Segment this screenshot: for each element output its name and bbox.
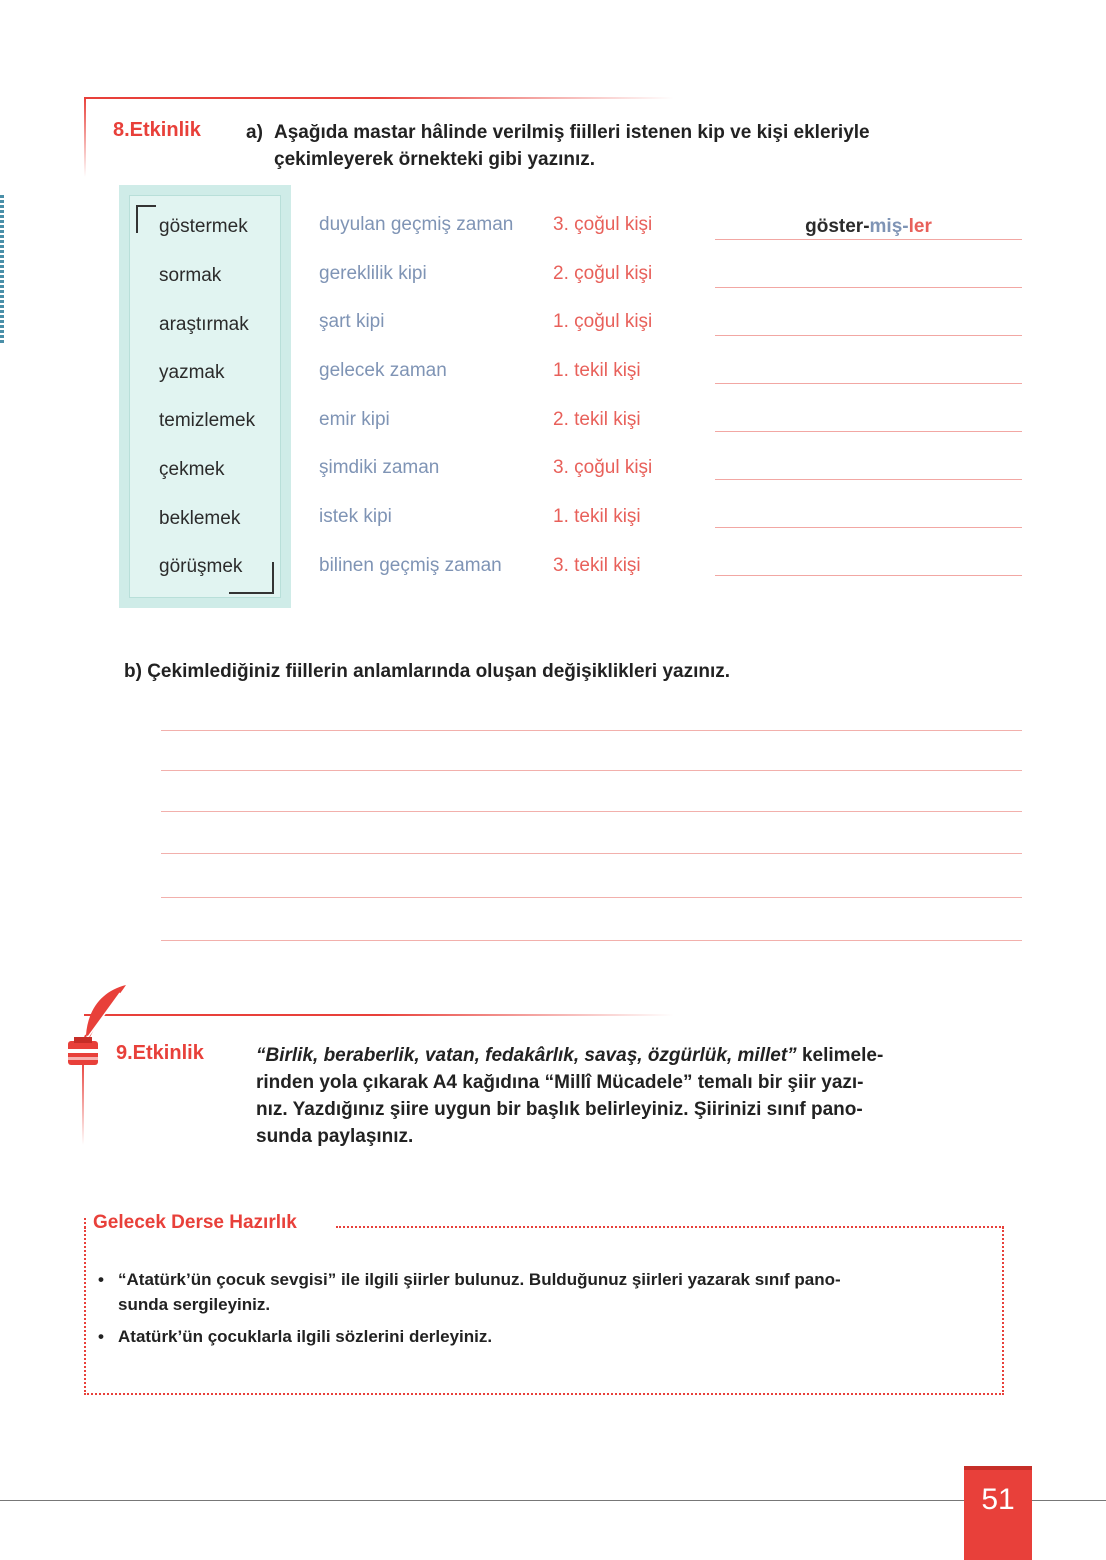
tense-item: emir kipi xyxy=(319,409,390,430)
answer-line[interactable] xyxy=(715,575,1022,576)
writing-line[interactable] xyxy=(161,770,1022,771)
person-item: 3. tekil kişi xyxy=(553,555,641,576)
bullet-icon: • xyxy=(98,1270,104,1289)
activity8-side-rule xyxy=(84,97,86,177)
answer-line[interactable] xyxy=(715,431,1022,432)
writing-line[interactable] xyxy=(161,853,1022,854)
verb-item: görüşmek xyxy=(159,556,243,577)
activity9-line2: rinden yola çıkarak A4 kağıdına “Millî Mücadele” temalı bir şiir yazı- xyxy=(256,1072,864,1093)
activity9-title: 9.Etkinlik xyxy=(116,1042,204,1064)
person-item: 1. çoğul kişi xyxy=(553,311,653,332)
verb-item: araştırmak xyxy=(159,314,249,335)
activity8-instruction-line1: Aşağıda mastar hâlinde verilmiş fiilleri istenen kip ve kişi ekleriyle xyxy=(274,122,870,143)
prep-box-top-left-edge xyxy=(84,1218,88,1228)
answer-line[interactable] xyxy=(715,239,1022,240)
verb-item: temizlemek xyxy=(159,410,256,431)
activity8-instruction-line2: çekimleyerek örnekteki gibi yazınız. xyxy=(274,149,596,170)
activity9-side-rule xyxy=(82,1060,84,1145)
writing-line[interactable] xyxy=(161,730,1022,731)
person-item: 1. tekil kişi xyxy=(553,506,641,527)
bullet-icon: • xyxy=(98,1327,104,1346)
activity9-keywords: “Birlik, beraberlik, vatan, fedakârlık, savaş, özgürlük, millet” xyxy=(256,1045,797,1066)
page-edge-mark xyxy=(0,195,4,345)
example-suffix-tense: miş- xyxy=(869,216,909,237)
activity9-line1 xyxy=(256,1042,883,1069)
answer-line[interactable] xyxy=(715,287,1022,288)
person-item: 2. tekil kişi xyxy=(553,409,641,430)
example-answer xyxy=(715,216,1022,238)
tense-item: duyulan geçmiş zaman xyxy=(319,214,514,235)
activity9-line3: nız. Yazdığınız şiire uygun bir başlık belirleyiniz. Şiirinizi sınıf pano- xyxy=(256,1099,863,1120)
activity8-title: 8.Etkinlik xyxy=(113,119,201,141)
tense-item: bilinen geçmiş zaman xyxy=(319,555,502,576)
prep-box-top-edge xyxy=(336,1226,1004,1228)
person-item: 1. tekil kişi xyxy=(553,360,641,381)
verb-item: sormak xyxy=(159,265,222,286)
activity9-line1-rest: kelimele- xyxy=(796,1045,884,1066)
tense-item: istek kipi xyxy=(319,506,392,527)
prep-item2: Atatürk’ün çocuklarla ilgili sözlerini derleyiniz. xyxy=(118,1327,493,1346)
prep-item1-line2: sunda sergileyiniz. xyxy=(118,1295,271,1314)
page-number: 51 xyxy=(964,1466,1032,1560)
activity8-part-b: b) Çekimlediğiniz fiillerin anlamlarında oluşan değişiklikleri yazınız. xyxy=(124,661,731,682)
verb-box-corner-top-left xyxy=(136,205,156,233)
activity9-line4: sunda paylaşınız. xyxy=(256,1126,414,1147)
person-item: 3. çoğul kişi xyxy=(553,214,653,235)
answer-line[interactable] xyxy=(715,335,1022,336)
page-number-fold xyxy=(964,1466,1032,1470)
verb-item: göstermek xyxy=(159,216,248,237)
person-item: 2. çoğul kişi xyxy=(553,263,653,284)
tense-item: gereklilik kipi xyxy=(319,263,427,284)
example-stem: göster- xyxy=(805,216,870,237)
verb-item: beklemek xyxy=(159,508,241,529)
tense-item: şimdiki zaman xyxy=(319,457,440,478)
answer-line[interactable] xyxy=(715,527,1022,528)
verb-box xyxy=(119,185,291,608)
writing-line[interactable] xyxy=(161,940,1022,941)
example-suffix-person: ler xyxy=(908,216,932,237)
prep-item1-line1: “Atatürk’ün çocuk sevgisi” ile ilgili şiirler bulunuz. Bulduğunuz şiirleri yazarak sınıf pano- xyxy=(118,1270,841,1289)
tense-item: şart kipi xyxy=(319,311,385,332)
person-item: 3. çoğul kişi xyxy=(553,457,653,478)
activity8-header-rule xyxy=(84,97,674,99)
answer-line[interactable] xyxy=(715,479,1022,480)
verb-item: yazmak xyxy=(159,362,225,383)
tense-item: gelecek zaman xyxy=(319,360,447,381)
footer-rule xyxy=(0,1500,1106,1501)
activity9-header-rule xyxy=(84,1014,674,1016)
writing-line[interactable] xyxy=(161,811,1022,812)
verb-item: çekmek xyxy=(159,459,225,480)
writing-line[interactable] xyxy=(161,897,1022,898)
answer-line[interactable] xyxy=(715,383,1022,384)
activity8-part-a-label: a) xyxy=(246,122,263,143)
prep-title: Gelecek Derse Hazırlık xyxy=(93,1212,297,1233)
